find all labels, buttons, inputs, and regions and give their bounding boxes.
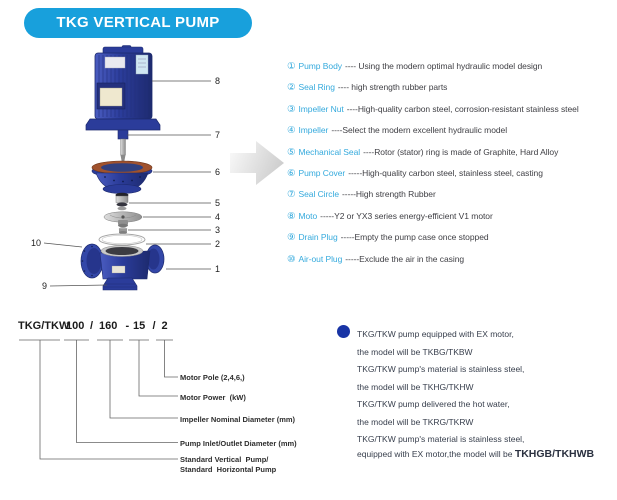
pump-exploded-diagram [10, 45, 225, 310]
label-motor-pole: Motor Pole (2,4,6,) [180, 373, 245, 382]
impeller-illustration [104, 212, 142, 227]
part-name: Pump Cover [298, 168, 346, 179]
part-number-icon: ① [287, 61, 296, 72]
model-seg-dash: - [125, 320, 130, 332]
callout-3: 3 [215, 225, 221, 235]
part-desc: ---- high strength rubber parts [337, 82, 448, 93]
shaft-illustration [118, 130, 128, 162]
part-item-3 [287, 99, 615, 120]
part-number-icon: ⑩ [287, 253, 296, 265]
part-item-8 [287, 206, 615, 227]
part-item-4 [287, 120, 615, 141]
part-number-icon: ⑧ [287, 210, 296, 222]
part-desc: -----Empty the pump case once stopped [340, 232, 489, 243]
part-item-10 [287, 249, 615, 270]
part-name: Air-out Plug [298, 253, 343, 264]
note-line: the model will be TKHG/TKHW [357, 381, 474, 392]
part-name: Seal Ring [298, 82, 335, 93]
part-number-icon: ⑤ [287, 146, 296, 158]
part-name: Impeller Nut [298, 103, 344, 114]
part-number-icon: ② [287, 82, 296, 94]
note-line-final [357, 447, 612, 461]
mechanical-seal-illustration [116, 193, 129, 210]
part-name: Impeller [298, 125, 329, 136]
arrow-right-icon [226, 133, 290, 197]
part-name: Pump Body [298, 61, 342, 71]
label-standard-vert: Standard Vertical Pump/ [180, 455, 269, 464]
note-line: TKG/TKW pump delivered the hot water, [357, 399, 510, 410]
callout-2: 2 [215, 239, 221, 249]
model-variant-notes [357, 326, 612, 461]
model-seg-power: 15 [133, 320, 146, 332]
part-desc: -----High-quality carbon steel, stainless steel, casting [348, 168, 543, 179]
model-seg-inlet: 100 [66, 320, 85, 332]
part-item-5 [287, 142, 615, 163]
note-line: the model will be TKRG/TKRW [357, 416, 474, 427]
note-line: TKG/TKW pump's material is stainless steel, [357, 364, 525, 375]
page-title: TKG VERTICAL PUMP [24, 8, 252, 38]
part-desc: -----Y2 or YX3 series energy-efficient V1 motor [320, 210, 493, 221]
part-number-icon: ⑨ [287, 232, 296, 244]
part-desc: ----Rotor (stator) ring is made of Graphite, Hard Alloy [363, 146, 559, 157]
label-inlet-outlet: Pump Inlet/Outlet Diameter (mm) [180, 438, 297, 448]
part-number-icon: ④ [287, 125, 296, 137]
note-line: TKG/TKW pump's material is stainless steel, [357, 433, 525, 444]
motor-illustration [86, 46, 160, 131]
callout-5: 5 [215, 198, 221, 208]
impeller-nut-illustration [119, 228, 127, 235]
part-item-6 [287, 163, 615, 184]
callout-9: 9 [41, 281, 47, 291]
bullet-icon [337, 325, 350, 338]
part-name: Moto [298, 210, 318, 221]
part-number-icon: ⑥ [287, 168, 296, 180]
part-item-2 [287, 77, 615, 98]
part-number-icon: ⑦ [287, 189, 296, 201]
callout-6: 6 [215, 167, 221, 177]
callout-1: 1 [215, 264, 221, 274]
callout-10: 10 [30, 238, 41, 248]
model-seg-slash1: / [90, 320, 94, 332]
part-item-1 [287, 56, 615, 77]
model-seg-series: TKG/TKW [18, 320, 70, 332]
label-motor-power: Motor Power (kW) [180, 392, 246, 402]
callout-8: 8 [215, 76, 221, 86]
part-desc: -----Exclude the air in the casing [345, 253, 465, 264]
note-final-prefix: equipped with EX motor,the model will be [357, 448, 515, 459]
note-final-model: TKHGB/TKHWB [514, 447, 595, 460]
part-desc: ----Select the modern excellent hydraulic model [331, 125, 508, 136]
part-desc: ----High-quality carbon steel, corrosion-resistant stainless steel [346, 103, 579, 114]
model-seg-pole: 2 [161, 320, 168, 332]
parts-list [287, 56, 615, 270]
note-line: the model will be TKBG/TKBW [357, 346, 473, 357]
model-seg-impeller: 160 [99, 320, 118, 332]
model-seg-slash2: / [152, 320, 156, 332]
part-desc: -----High strength Rubber [342, 189, 436, 200]
pump-cover-illustration [92, 161, 152, 194]
part-name: Drain Plug [298, 232, 338, 243]
part-desc: ---- Using the modern optimal hydraulic model design [344, 61, 543, 71]
label-impeller-diam: Impeller Nominal Diameter (mm) [180, 414, 296, 424]
pump-body-illustration [81, 244, 164, 290]
part-name: Mechanical Seal [298, 146, 361, 157]
part-item-9 [287, 227, 615, 248]
note-line: TKG/TKW pump equipped with EX motor, [357, 329, 514, 339]
part-name: Seal Circle [298, 189, 340, 200]
seal-ring-illustration [99, 234, 145, 245]
part-number-icon: ③ [287, 103, 296, 115]
part-item-7 [287, 184, 615, 205]
callout-7: 7 [215, 130, 221, 140]
label-standard-horiz: Standard Horizontal Pump [180, 464, 277, 474]
callout-4: 4 [215, 212, 221, 222]
